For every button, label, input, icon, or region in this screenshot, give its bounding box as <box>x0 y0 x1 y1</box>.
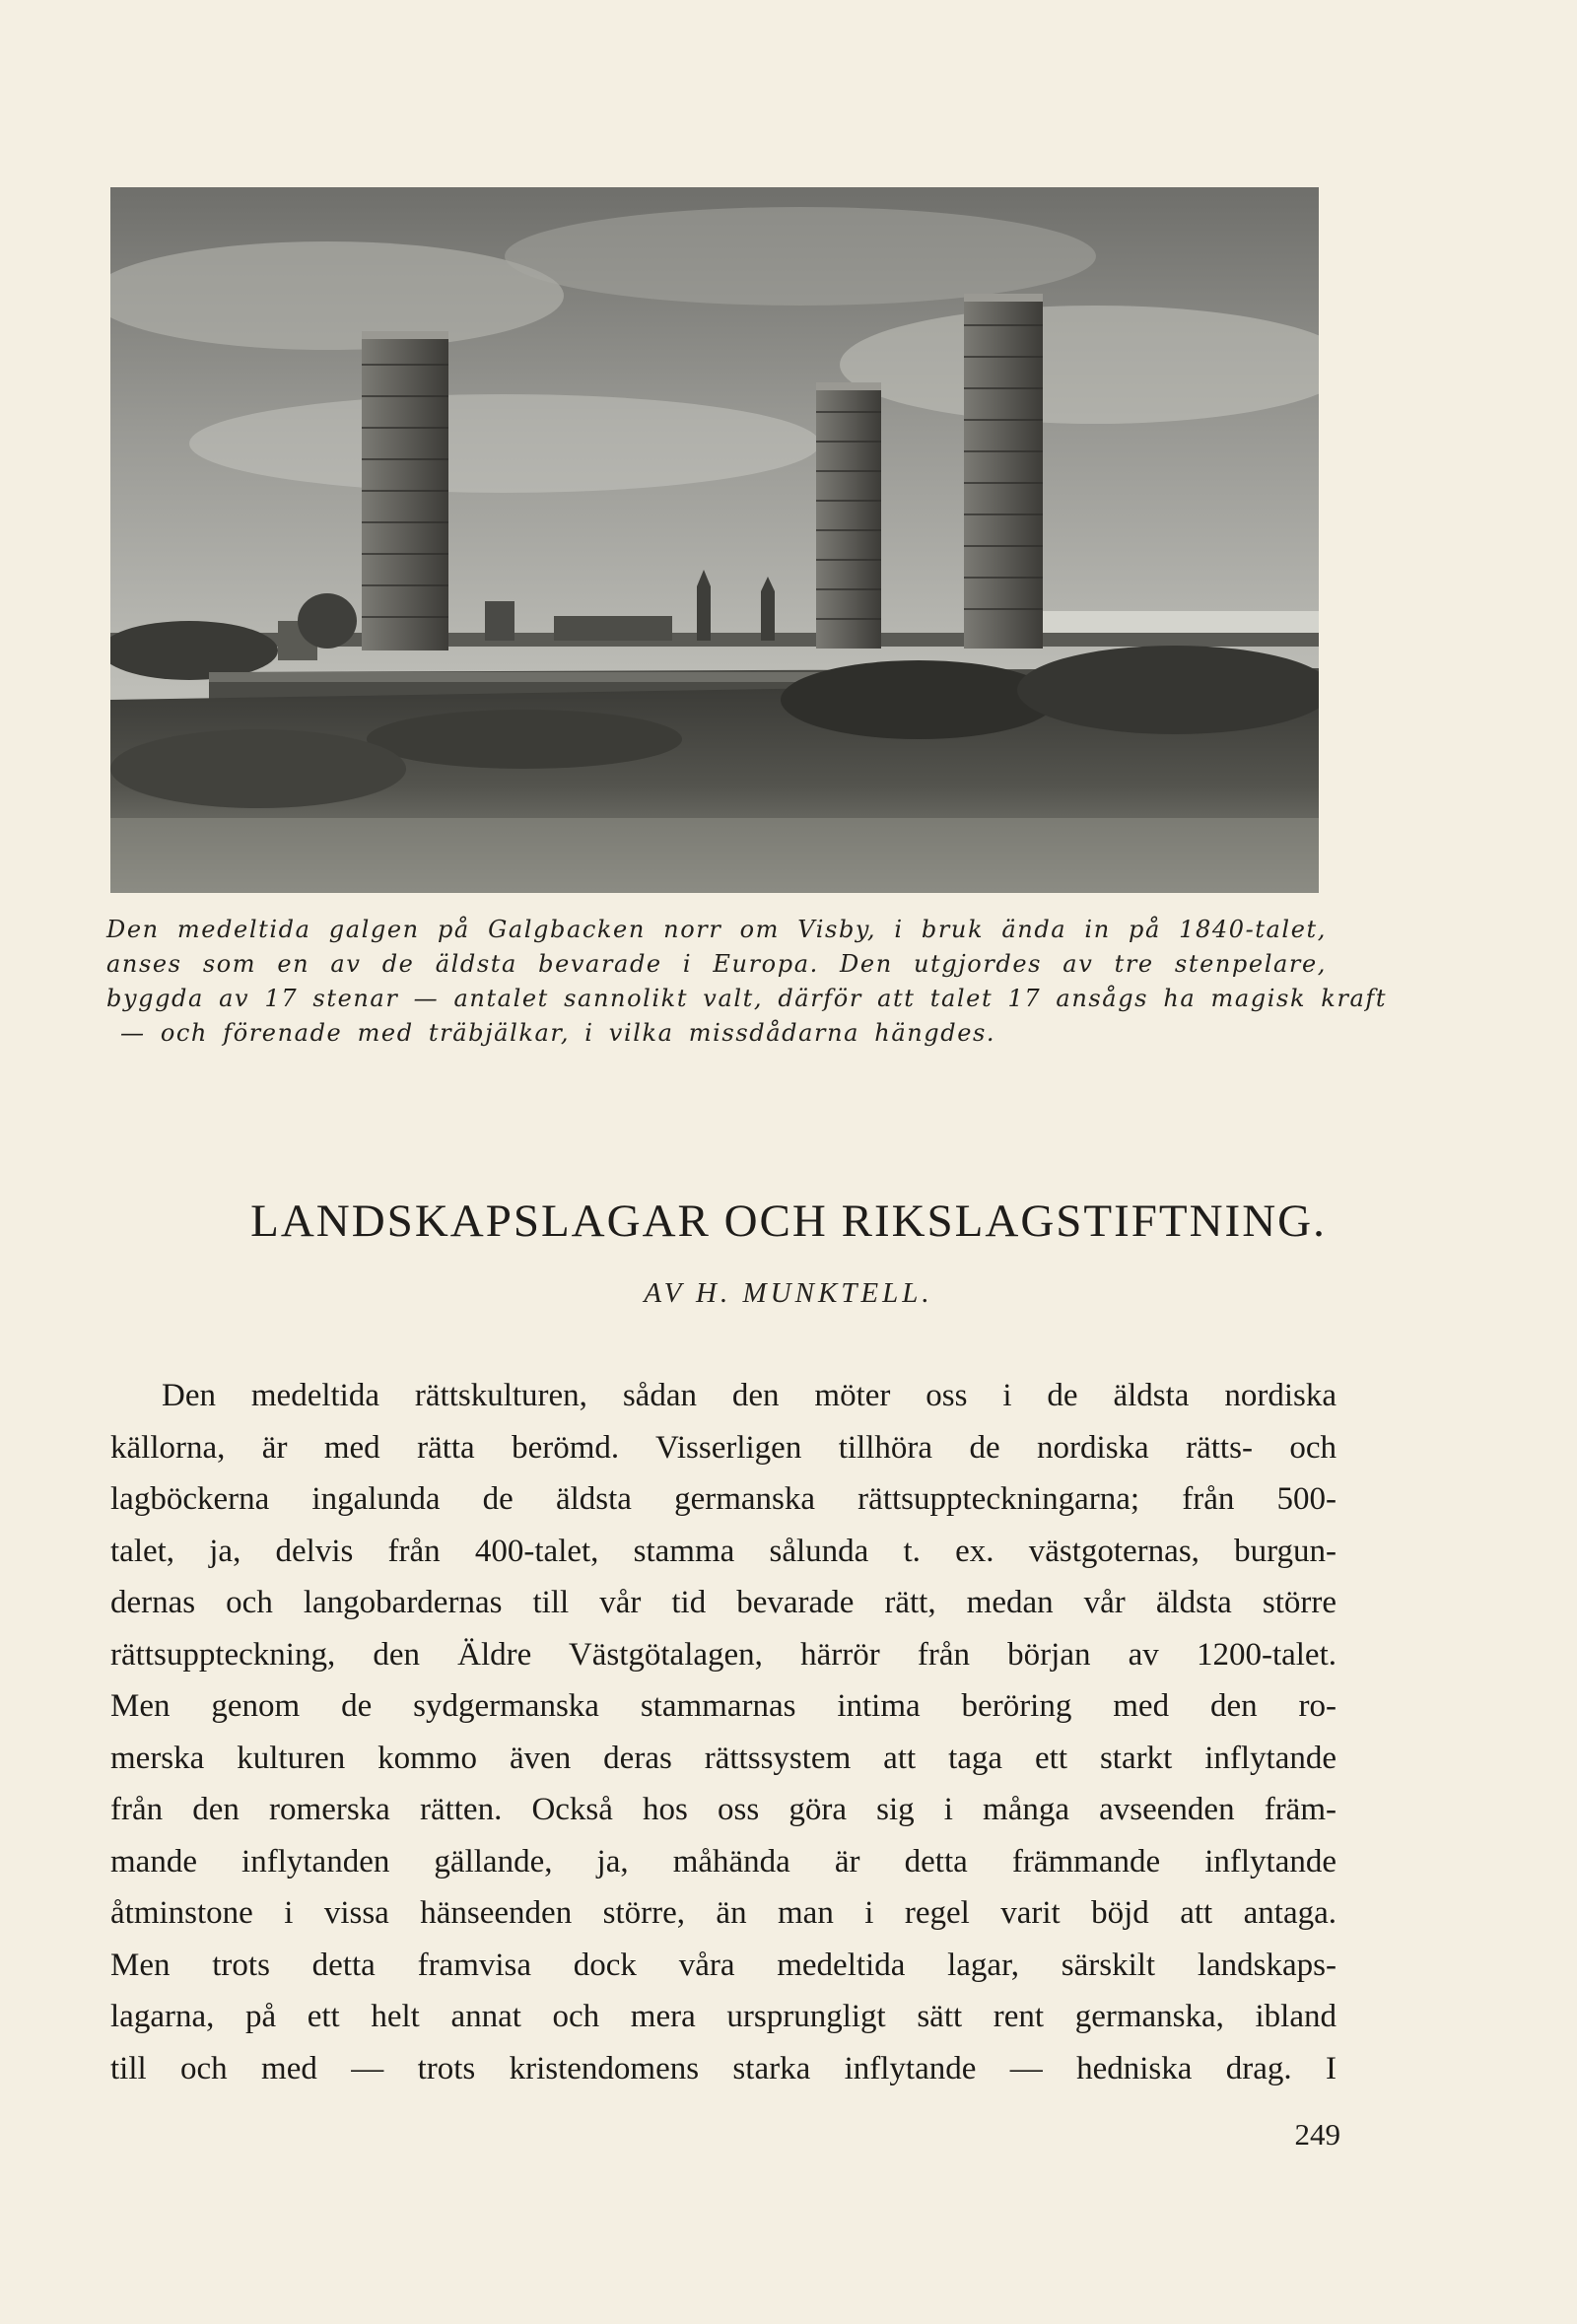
body-line: lagarna, på ett helt annat och mera ursprungligt sätt rent germanska, ibland <box>110 1999 1337 2034</box>
article-title: LANDSKAPSLAGAR OCH RIKSLAGSTIFTNING. <box>250 1196 1327 1247</box>
caption-line: — och förenade med träbjälkar, i vilka missdådarna hängdes. <box>120 1019 996 1047</box>
caption-line: byggda av 17 stenar — antalet sannolikt valt, därför att talet 17 ansågs ha magisk kraft <box>106 985 1388 1012</box>
body-line: talet, ja, delvis från 400-talet, stamma sålunda t. ex. västgoternas, burgun- <box>110 1533 1337 1569</box>
photo-caption <box>106 913 1388 1051</box>
caption-line: anses som en av de äldsta bevarade i Europa. Den utgjordes av tre stenpelare, <box>106 950 1327 978</box>
body-line: dernas och langobardernas till vår tid bevarade rätt, medan vår äldsta större <box>110 1585 1337 1620</box>
article-body <box>110 1370 1337 2094</box>
body-line: mande inflytanden gällande, ja, måhända är detta främmande inflytande <box>110 1843 1337 1880</box>
body-line: Men genom de sydgermanska stammarnas intima beröring med den ro- <box>110 1688 1337 1724</box>
body-line: till och med — trots kristendomens starka inflytande — hedniska drag. I <box>110 2050 1337 2086</box>
gallows-photograph <box>110 187 1319 893</box>
body-line: rättsuppteckning, den Äldre Västgötalagen, härrör från början av 1200-talet. <box>110 1636 1337 1673</box>
body-line: Men trots detta framvisa dock våra medeltida lagar, särskilt landskaps- <box>110 1947 1337 1983</box>
body-line: merska kulturen kommo även deras rättssystem att taga ett starkt inflytande <box>110 1740 1337 1776</box>
body-line: Den medeltida rättskulturen, sådan den möter oss i de äldsta nordiska <box>162 1378 1337 1413</box>
article-byline: AV H. MUNKTELL. <box>644 1277 933 1309</box>
page-number: 249 <box>1294 2117 1340 2152</box>
body-line: källorna, är med rätta berömd. Visserligen tillhöra de nordiska rätts- och <box>110 1429 1337 1466</box>
caption-line: Den medeltida galgen på Galgbacken norr om Visby, i bruk ända in på 1840-talet, <box>106 916 1327 943</box>
body-line: lagböckerna ingalunda de äldsta germanska rättsuppteckningarna; från 500- <box>110 1481 1337 1517</box>
body-line: åtminstone i vissa hänseenden större, än man i regel varit böjd att antaga. <box>110 1895 1337 1931</box>
body-line: från den romerska rätten. Också hos oss göra sig i många avseenden främ- <box>110 1792 1337 1827</box>
